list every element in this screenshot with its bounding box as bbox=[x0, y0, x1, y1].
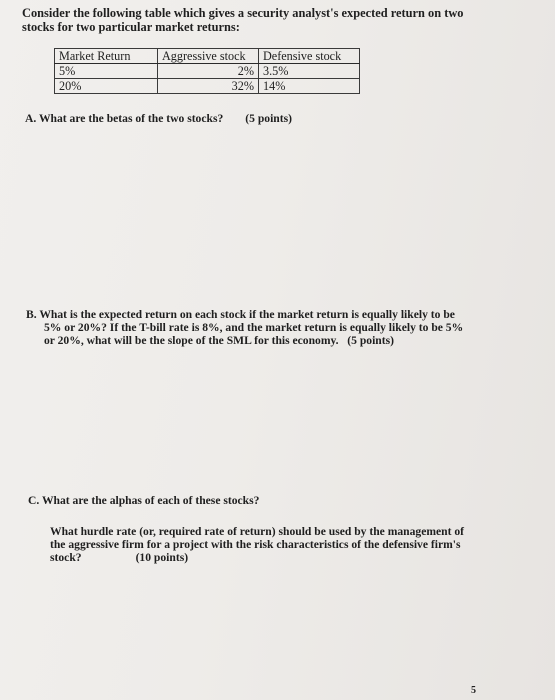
cell-defensive-stock: 14% bbox=[259, 79, 360, 94]
intro-line-1: Consider the following table which gives a security analyst's expected return on two bbox=[22, 6, 464, 20]
question-a-text: A. What are the betas of the two stocks? bbox=[25, 112, 224, 125]
table-row bbox=[55, 64, 360, 79]
header-defensive-stock: Defensive stock bbox=[259, 49, 360, 64]
intro-line-2: stocks for two particular market returns: bbox=[22, 20, 240, 34]
question-b-line-3-text: or 20%, what will be the slope of the SML for this economy. bbox=[44, 334, 339, 347]
question-b-line-3 bbox=[26, 334, 496, 347]
question-b bbox=[26, 308, 496, 347]
cell-defensive-stock: 3.5% bbox=[259, 64, 360, 79]
question-b-points: (5 points) bbox=[347, 334, 394, 347]
cell-aggressive-stock: 32% bbox=[158, 79, 259, 94]
cell-market-return: 20% bbox=[55, 79, 158, 94]
question-c-line-1: What hurdle rate (or, required rate of return) should be used by the management of bbox=[50, 525, 465, 538]
header-aggressive-stock: Aggressive stock bbox=[158, 49, 259, 64]
returns-table bbox=[54, 48, 360, 94]
question-a-points: (5 points) bbox=[245, 112, 292, 125]
question-c-line-3-text: stock? bbox=[50, 551, 82, 564]
question-c-hurdle bbox=[50, 525, 490, 564]
table-header-row bbox=[55, 49, 360, 64]
intro-text bbox=[22, 6, 492, 34]
cell-aggressive-stock: 2% bbox=[158, 64, 259, 79]
question-b-line-1: B. What is the expected return on each stock if the market return is equally likely to be bbox=[26, 308, 455, 321]
cell-market-return: 5% bbox=[55, 64, 158, 79]
page-number: 5 bbox=[471, 685, 476, 696]
question-c-line-2: the aggressive firm for a project with the risk characteristics of the defensive firm's bbox=[50, 538, 461, 551]
question-b-line-2: 5% or 20%? If the T-bill rate is 8%, and the market return is equally likely to be 5% bbox=[44, 321, 464, 334]
question-c-line-3 bbox=[50, 551, 490, 564]
table-row bbox=[55, 79, 360, 94]
question-c: C. What are the alphas of each of these stocks? bbox=[28, 494, 260, 507]
question-a bbox=[25, 112, 292, 125]
question-c-points: (10 points) bbox=[135, 551, 189, 564]
header-market-return: Market Return bbox=[55, 49, 158, 64]
